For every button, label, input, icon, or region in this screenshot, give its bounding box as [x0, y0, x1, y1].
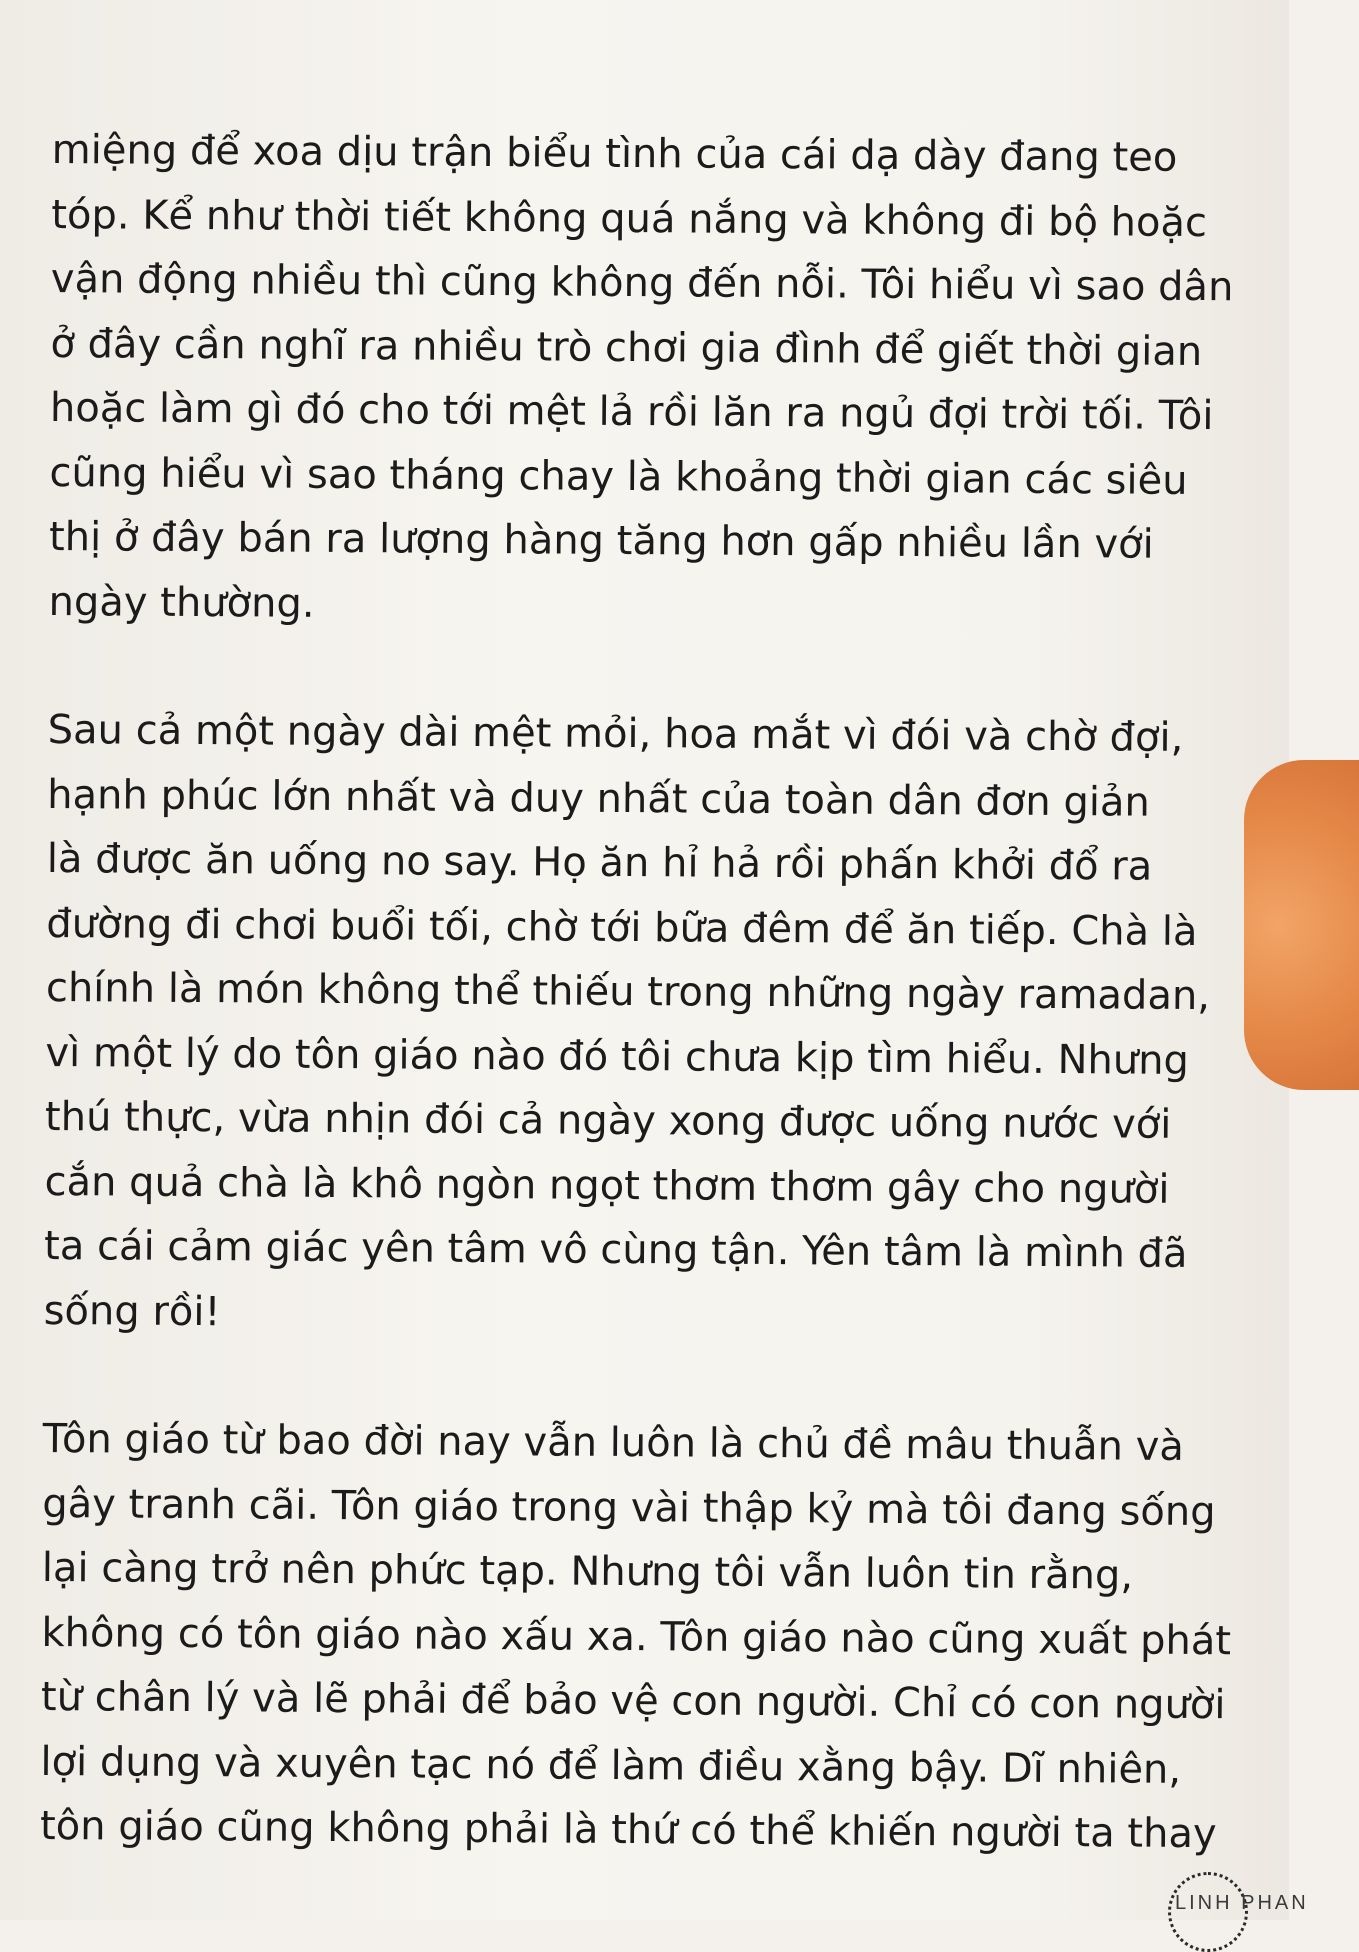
text-line: là được ăn uống no say. Họ ăn hỉ hả rồi phấn khởi đổ ra	[46, 835, 1153, 890]
text-line: vận động nhiều thì cũng không đến nỗi. Tôi hiểu vì sao dân	[50, 255, 1234, 311]
text-line: vì một lý do tôn giáo nào đó tôi chưa kịp tìm hiểu. Nhưng	[45, 1029, 1190, 1084]
text-line: Sau cả một ngày dài mệt mỏi, hoa mắt vì đói và chờ đợi,	[47, 706, 1184, 761]
body-text	[39, 118, 1234, 1930]
paragraph-3	[39, 1407, 1232, 1866]
text-line: hạnh phúc lớn nhất và duy nhất của toàn dân đơn giản	[47, 771, 1150, 826]
running-footer: LINH PHAN	[1175, 1892, 1309, 1914]
text-line: chính là món không thể thiếu trong những ngày ramadan,	[45, 964, 1211, 1020]
paragraph-2	[43, 698, 1211, 1350]
paragraph-1	[48, 118, 1234, 641]
text-line: cũng hiểu vì sao tháng chay là khoảng thời gian các siêu	[49, 449, 1188, 504]
text-line: ở đây cần nghĩ ra nhiều trò chơi gia đình để giết thời gian	[50, 320, 1203, 375]
text-line: lại càng trở nên phức tạp. Nhưng tôi vẫn luôn tin rằng,	[41, 1544, 1134, 1599]
text-line: từ chân lý và lẽ phải để bảo vệ con người. Chỉ có con người	[40, 1673, 1226, 1729]
text-line: thị ở đây bán ra lượng hàng tăng hơn gấp nhiều lần với	[48, 513, 1154, 568]
text-line: không có tôn giáo nào xấu xa. Tôn giáo nào cũng xuất phát	[41, 1609, 1232, 1664]
orange-edge-object	[1244, 760, 1359, 1090]
text-line: tóp. Kể như thời tiết không quá nắng và không đi bộ hoặc	[51, 191, 1208, 246]
text-line: sống rồi!	[43, 1287, 221, 1335]
text-line: Tôn giáo từ bao đời nay vẫn luôn là chủ đề mâu thuẫn và	[42, 1415, 1185, 1470]
text-line: lợi dụng và xuyên tạc nó để làm điều xằng bậy. Dĩ nhiên,	[40, 1738, 1182, 1793]
text-line: hoặc làm gì đó cho tới mệt lả rồi lăn ra ngủ đợi trời tối. Tôi	[49, 384, 1214, 440]
text-line: ngày thường.	[48, 578, 315, 627]
text-line: đường đi chơi buổi tối, chờ tới bữa đêm để ăn tiếp. Chà là	[46, 900, 1198, 955]
text-line: miệng để xoa dịu trận biểu tình của cái dạ dày đang teo	[51, 126, 1178, 181]
text-line: gây tranh cãi. Tôn giáo trong vài thập kỷ mà tôi đang sống	[42, 1480, 1216, 1535]
text-line: tôn giáo cũng không phải là thứ có thể khiến người ta thay	[39, 1802, 1217, 1858]
text-line: thú thực, vừa nhịn đói cả ngày xong được uống nước với	[44, 1093, 1172, 1148]
text-line: cắn quả chà là khô ngòn ngọt thơm thơm gây cho người	[44, 1158, 1170, 1213]
text-line: ta cái cảm giác yên tâm vô cùng tận. Yên tâm là mình đã	[43, 1222, 1188, 1277]
